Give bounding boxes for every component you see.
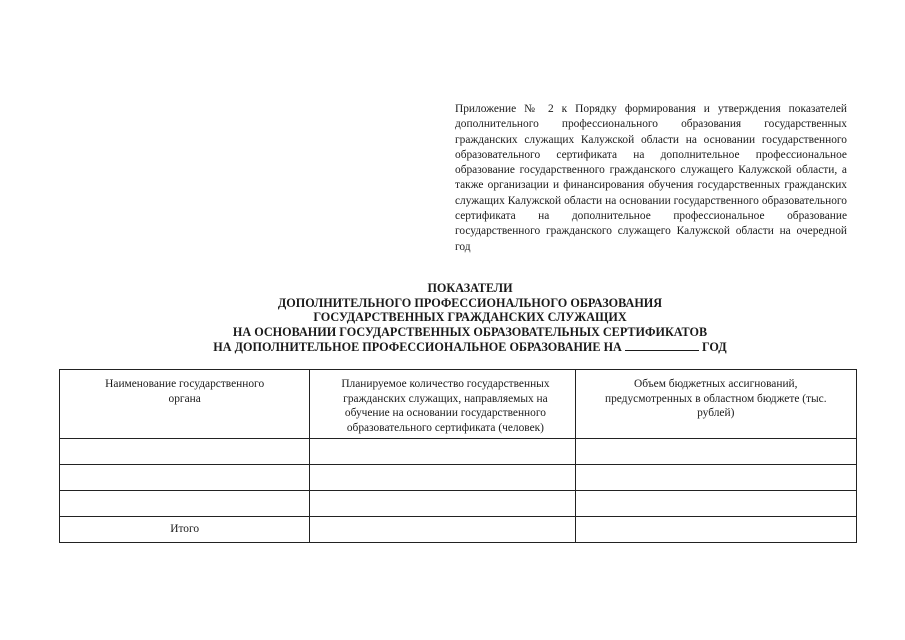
- header-cell-budget: Объем бюджетных ассигнований, предусмотренных в областном бюджете (тыс. рублей): [575, 370, 856, 439]
- table-row: [60, 491, 857, 517]
- table-cell: [575, 491, 856, 517]
- year-blank-field: [625, 340, 699, 351]
- heading-line-5-end: ГОД: [701, 339, 727, 354]
- table-header-row: [60, 370, 857, 439]
- document-heading: [150, 281, 790, 355]
- table-cell: [60, 465, 310, 491]
- heading-line-5-start: НА ДОПОЛНИТЕЛЬНОЕ ПРОФЕССИОНАЛЬНОЕ ОБРАЗОВАНИЕ НА: [213, 339, 622, 354]
- heading-line-1: ПОКАЗАТЕЛИ: [427, 281, 513, 295]
- table-cell: [60, 439, 310, 465]
- table-cell: [310, 439, 575, 465]
- table-cell: [575, 465, 856, 491]
- heading-line-4: НА ОСНОВАНИИ ГОСУДАРСТВЕННЫХ ОБРАЗОВАТЕЛЬНЫХ СЕРТИФИКАТОВ: [232, 325, 708, 340]
- heading-line-5: [150, 340, 790, 355]
- header-cell-planned-count: Планируемое количество государственных гражданских служащих, направляемых на обучение на основании государственного образовательного сертификата (человек): [310, 370, 575, 439]
- table-cell: [60, 491, 310, 517]
- table-cell: [310, 517, 575, 543]
- table-row: [60, 465, 857, 491]
- table-cell: [310, 491, 575, 517]
- annex-reference: Приложение № 2 к Порядку формирования и утверждения показателей дополнительного профессионального образования государственных гражданских служащих Калужской области на основании государственного образовательного сертификата на дополнительное профессиональное образование государственного гражданского служащего Калужской области, а также организации и финансирования обучения государственных гражданских служащих Калужской области на основании государственного образовательного сертификата на дополнительное профессиональное образование государственного гражданского служащего Калужской области на очередной год: [455, 103, 847, 253]
- total-label: Итого: [60, 517, 310, 543]
- indicators-table: [59, 369, 857, 543]
- table-row: [60, 439, 857, 465]
- heading-line-3: ГОСУДАРСТВЕННЫХ ГРАЖДАНСКИХ СЛУЖАЩИХ: [313, 310, 627, 325]
- header-cell-agency: Наименование государственного органа: [60, 370, 310, 439]
- table-total-row: [60, 517, 857, 543]
- table-cell: [575, 517, 856, 543]
- table-cell: [575, 439, 856, 465]
- heading-line-2: ДОПОЛНИТЕЛЬНОГО ПРОФЕССИОНАЛЬНОГО ОБРАЗОВАНИЯ: [277, 295, 663, 310]
- table-cell: [310, 465, 575, 491]
